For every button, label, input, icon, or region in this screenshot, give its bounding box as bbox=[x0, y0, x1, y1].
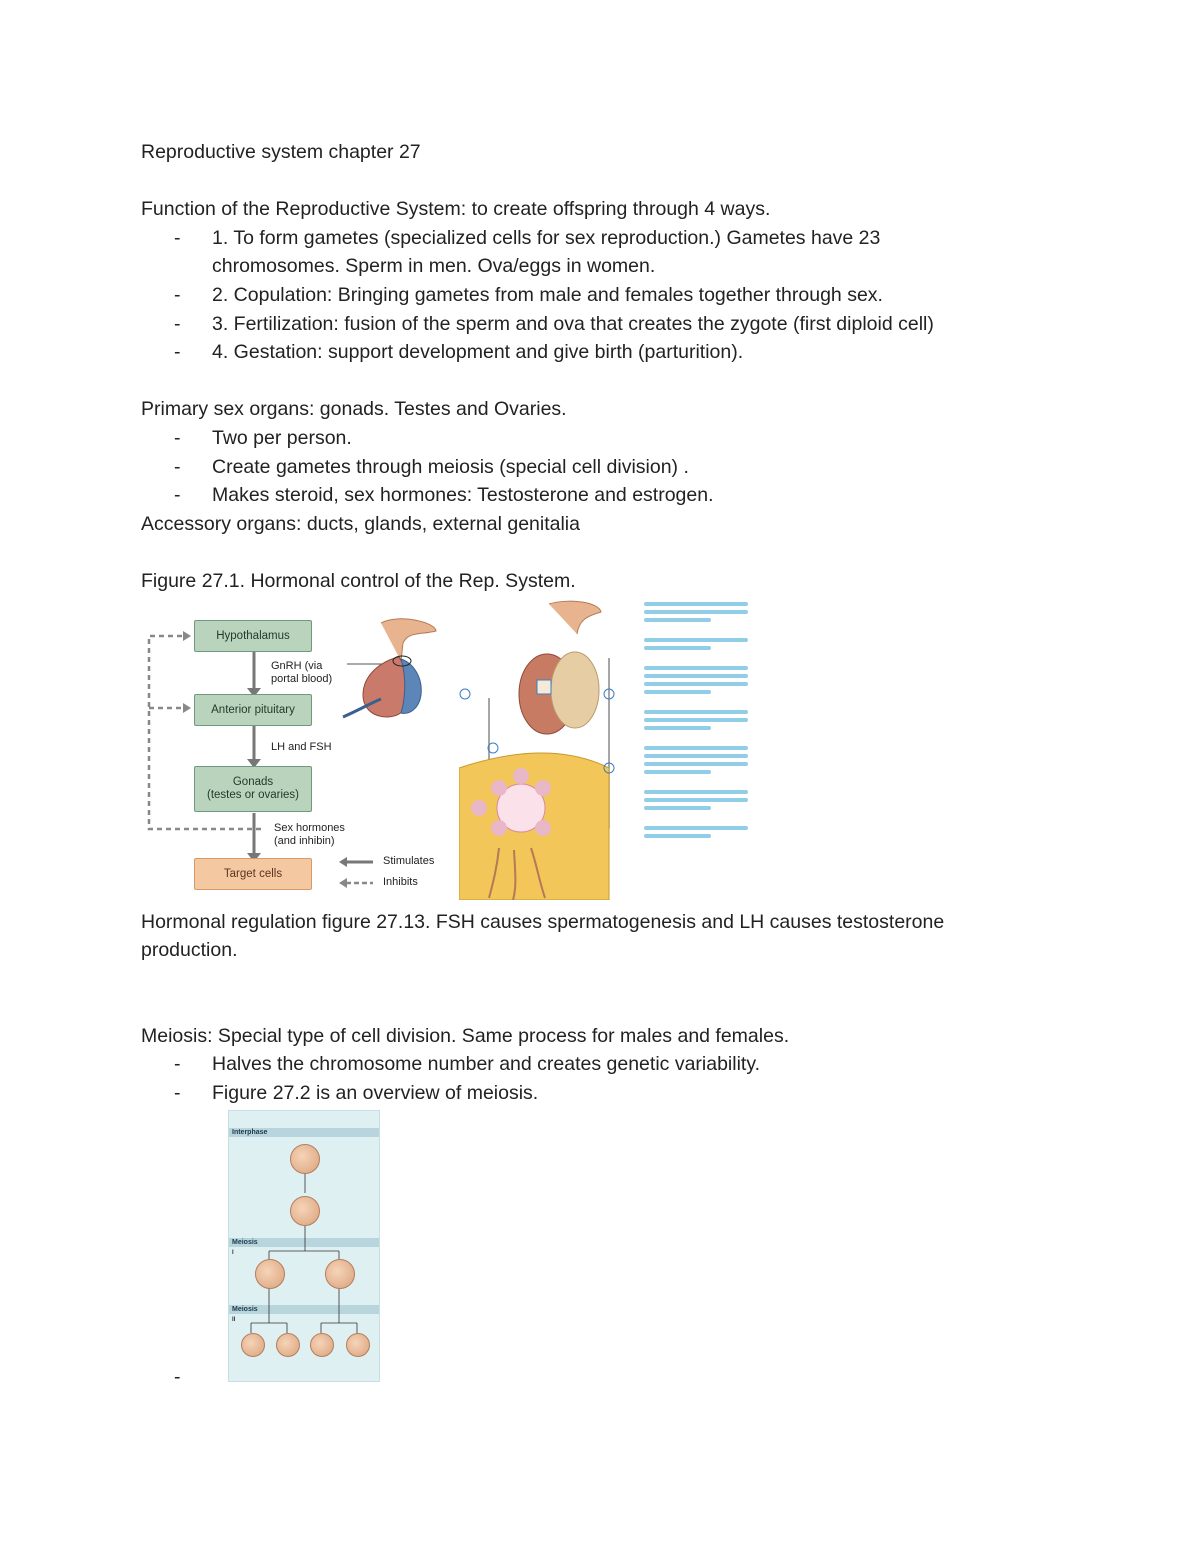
hormonal-regulation-text: Hormonal regulation figure 27.13. FSH causes spermatogenesis and LH causes testosterone production. bbox=[141, 910, 945, 962]
sex-hormones-line2: (and inhibin) bbox=[274, 835, 335, 847]
sex-hormones-line1: Sex hormones bbox=[274, 822, 345, 834]
sex-hormones-label bbox=[274, 822, 345, 848]
gamete-cell bbox=[276, 1333, 300, 1357]
list-item: - Two per person. bbox=[141, 424, 1061, 453]
gnrh-label bbox=[271, 660, 332, 686]
primary-list bbox=[141, 424, 1061, 510]
list-item: - Create gametes through meiosis (special cell division) . bbox=[141, 453, 1061, 482]
meiosis-heading: Meiosis: Special type of cell division. Same process for males and females. bbox=[141, 1024, 790, 1047]
replicated-cell bbox=[290, 1196, 320, 1226]
figure-27-2 bbox=[228, 1110, 380, 1382]
gamete-cell bbox=[241, 1333, 265, 1357]
gonads-label: Gonads bbox=[232, 776, 274, 788]
lh-fsh-label: LH and FSH bbox=[271, 741, 332, 753]
primary-heading: Primary sex organs: gonads. Testes and Ovaries. bbox=[141, 398, 567, 421]
gnrh-line1: GnRH (via bbox=[271, 660, 323, 672]
legend-stimulates: Stimulates bbox=[383, 855, 435, 867]
function-list bbox=[141, 224, 1061, 367]
list-item: - 4. Gestation: support development and give birth (parturition). bbox=[141, 338, 1061, 367]
list-item: - 3. Fertilization: fusion of the sperm and ova that creates the zygote (first diploid cell) bbox=[141, 310, 1061, 339]
meiosis-list bbox=[141, 1050, 1061, 1107]
interphase-band: Interphase bbox=[229, 1128, 379, 1137]
figure1-annotation-steps bbox=[636, 598, 748, 858]
legend-inhibits: Inhibits bbox=[383, 876, 418, 888]
list-item: - Figure 27.2 is an overview of meiosis. bbox=[141, 1079, 1061, 1108]
meiosis1-cell-right bbox=[325, 1259, 355, 1289]
gonads-box bbox=[194, 766, 312, 812]
meiosis2-band: Meiosis bbox=[229, 1305, 379, 1314]
gnrh-line2: portal blood) bbox=[271, 673, 333, 685]
figure1-caption: Figure 27.1. Hormonal control of the Rep. System. bbox=[141, 569, 576, 592]
list-item: - 1. To form gametes (specialized cells for sex reproduction.) Gametes have 23 chromosomes. Sperm in men. Ova/eggs in women. bbox=[141, 224, 1061, 281]
meiosis2-number: II bbox=[232, 1317, 236, 1323]
gamete-cell bbox=[346, 1333, 370, 1357]
list-item: - Halves the chromosome number and creates genetic variability. bbox=[141, 1050, 1061, 1079]
gonads-sublabel: (testes or ovaries) bbox=[206, 789, 300, 801]
function-heading: Function of the Reproductive System: to create offspring through 4 ways. bbox=[141, 198, 771, 221]
pituitary-illustration bbox=[341, 613, 451, 723]
target-cells-box: Target cells bbox=[194, 858, 312, 890]
interphase-cell bbox=[290, 1144, 320, 1174]
document-title: Reproductive system chapter 27 bbox=[141, 141, 421, 163]
list-item: - 2. Copulation: Bringing gametes from male and females together through sex. bbox=[141, 281, 1061, 310]
gamete-cell bbox=[310, 1333, 334, 1357]
meiosis1-band: Meiosis bbox=[229, 1238, 379, 1247]
trailing-dash: - bbox=[174, 1366, 181, 1388]
meiosis1-cell-left bbox=[255, 1259, 285, 1289]
anterior-pituitary-box: Anterior pituitary bbox=[194, 694, 312, 726]
meiosis1-number: I bbox=[232, 1250, 234, 1256]
hypothalamus-box: Hypothalamus bbox=[194, 620, 312, 652]
accessory-organs: Accessory organs: ducts, glands, external genitalia bbox=[141, 512, 580, 535]
list-item: - Makes steroid, sex hormones: Testosterone and estrogen. bbox=[141, 481, 1061, 510]
